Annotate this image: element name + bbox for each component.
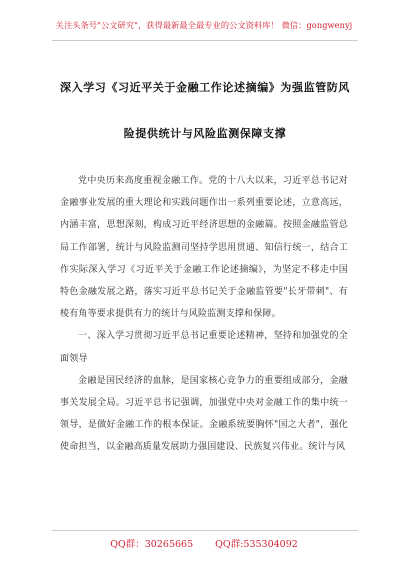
document-title-line-2: 险提供统计与风险监测保障支撑 bbox=[123, 127, 287, 140]
header-banner: 关注头条号"公文研究"，获得最新最全最专业的公文资料库！ 微信：gongwenyj bbox=[55, 20, 353, 30]
paragraph-intro: 党中央历来高度重视金融工作。党的十八大以来，习近平总书记对金融事业发展的重大理论和实践问题作出一系列重要论述，立意高远，内涵丰富，思想深刻，构成习近平经济思想的金融篇。按照金融监管总局工作部署，统计与风险监测司坚持学思用贯通、知信行统一，结合工作实际深入学习《习近平关于金融工作论述摘编》，为坚定不移走中国特色金融发展之路，落实习近平总书记关于金融监管要"长牙带刺"、有棱有角等要求提供有力的统计与风险监测支撑和保障。 bbox=[60, 176, 348, 320]
paragraph-finance: 金融是国民经济的血脉，是国家核心竞争力的重要组成部分，金融事关发展全局。习近平总书记强调，加强党中央对金融工作的集中统一领导，是做好金融工作的根本保证。金融系统要胸怀"国之大者"，强化使命担当，以金融高质量发展助力强国建设、民族复兴伟业。统计与风 bbox=[60, 375, 348, 453]
document-body bbox=[60, 170, 348, 459]
footer-qq-group-2: QQ群:535304092 bbox=[215, 539, 298, 550]
paragraph-section-heading: 一、深入学习贯彻习近平总书记重要论述精神，坚持和加强党的全面领导 bbox=[60, 331, 348, 364]
document-title-line-1: 深入学习《习近平关于金融工作论述摘编》为强监管防风 bbox=[60, 81, 350, 94]
footer-divider bbox=[52, 530, 358, 531]
footer bbox=[0, 536, 408, 550]
header-divider bbox=[52, 40, 358, 41]
footer-qq-group-1: QQ群：30265665 bbox=[110, 539, 194, 550]
